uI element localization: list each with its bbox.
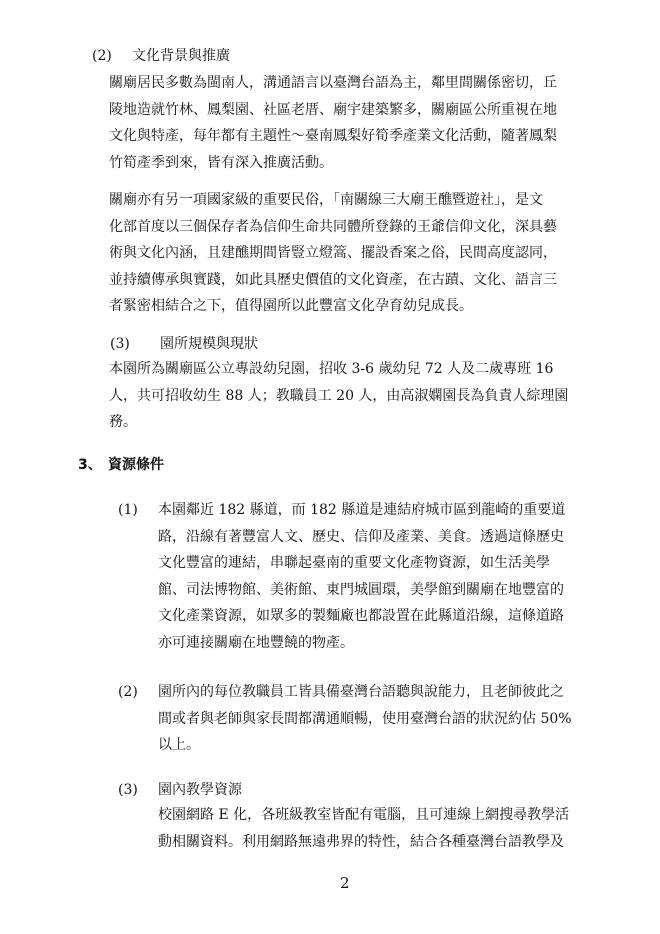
text-line: 人，共可招收幼生 88 人；教職員工 20 人，由高淑嫻園長為負責人綜理園 [109,387,569,404]
text-line: 關廟居民多數為閩南人，溝通語言以臺灣台語為主，鄰里間關係密切，丘 [109,75,557,91]
section-number: (3) [110,336,130,352]
page-number: 2 [340,874,350,892]
text-line: 者緊密相結合之下，值得園所以此豐富文化孕育幼兒成長。 [109,298,473,315]
item-number: (2) [118,684,138,700]
section-title: 園所規模與現狀 [160,336,258,352]
section-title: 文化背景與推廣 [132,48,230,64]
text-line: 關廟亦有另一項國家級的重要民俗，「南關線三大廟王醮暨遊社」，是文 [109,192,543,208]
heading-number: 3、 [78,457,102,473]
paragraph [109,70,557,176]
text-line: 間或者與老師與家長間都溝通順暢，使用臺灣台語的狀況約佔 50% [158,710,572,727]
section-number: (2) [92,48,112,64]
text-line: 校園網路 E 化，各班級教室皆配有電腦，且可連線上網搜尋教學活 [158,807,570,823]
text-line: 化部首度以三個保存者為信仰生命共同體所登錄的王爺信仰文化，深具藝 [109,218,557,235]
text-line: 動相關資料。利用網路無遠弗界的特性，結合各種臺灣台語教學及 [158,833,564,850]
item-paragraph [158,497,565,657]
text-line: 路，沿線有著豐富人文、歷史、信仰及產業、美食。透過這條歷史 [158,528,564,545]
text-line: 陵地造就竹林、鳳梨園、社區老厝、廟宇建築繁多，關廟區公所重視在地 [109,101,557,118]
text-line: 本園鄰近 182 縣道，而 182 縣道是連結府城市區到龍崎的重要道 [158,502,566,518]
text-line: 本園所為關廟區公立專設幼兒園，招收 3-6 歲幼兒 72 人及二歲專班 16 [109,361,554,377]
item-paragraph [158,679,572,759]
paragraph [109,356,568,436]
heading-title: 資源條件 [108,457,164,473]
text-line: 並持續傳承與實踐，如此具歷史價值的文化資產，在古蹟、文化、語言三 [109,271,557,288]
text-line: 亦可連接關廟在地豐饒的物產。 [158,634,354,651]
item-number: (1) [118,502,138,518]
item-number: (3) [118,782,138,798]
text-line: 文化產業資源，如眾多的製麵廠也都設置在此縣道沿線，這條道路 [158,608,564,625]
text-line: 竹筍產季到來，皆有深入推廣活動。 [109,154,333,171]
text-line: 術與文化內涵，且建醮期間皆豎立燈篙、擺設香案之俗，民間高度認同， [109,245,557,262]
paragraph [109,187,557,320]
item-title: 園內教學資源 [158,782,242,798]
text-line: 園所內的每位教職員工皆具備臺灣台語聽與說能力，且老師彼此之 [158,684,564,700]
text-line: 館、司法博物館、美術館、東門城圓環，美學館到關廟在地豐富的 [158,581,564,598]
text-line: 文化豐富的連結，串聯起臺南的重要文化產物資源，如生活美學 [158,555,550,572]
item-paragraph [158,802,569,855]
text-line: 務。 [109,414,137,431]
text-line: 以上。 [158,737,200,754]
text-line: 文化與特產，每年都有主題性～臺南鳳梨好筍季產業文化活動，隨著鳳梨 [109,128,557,145]
